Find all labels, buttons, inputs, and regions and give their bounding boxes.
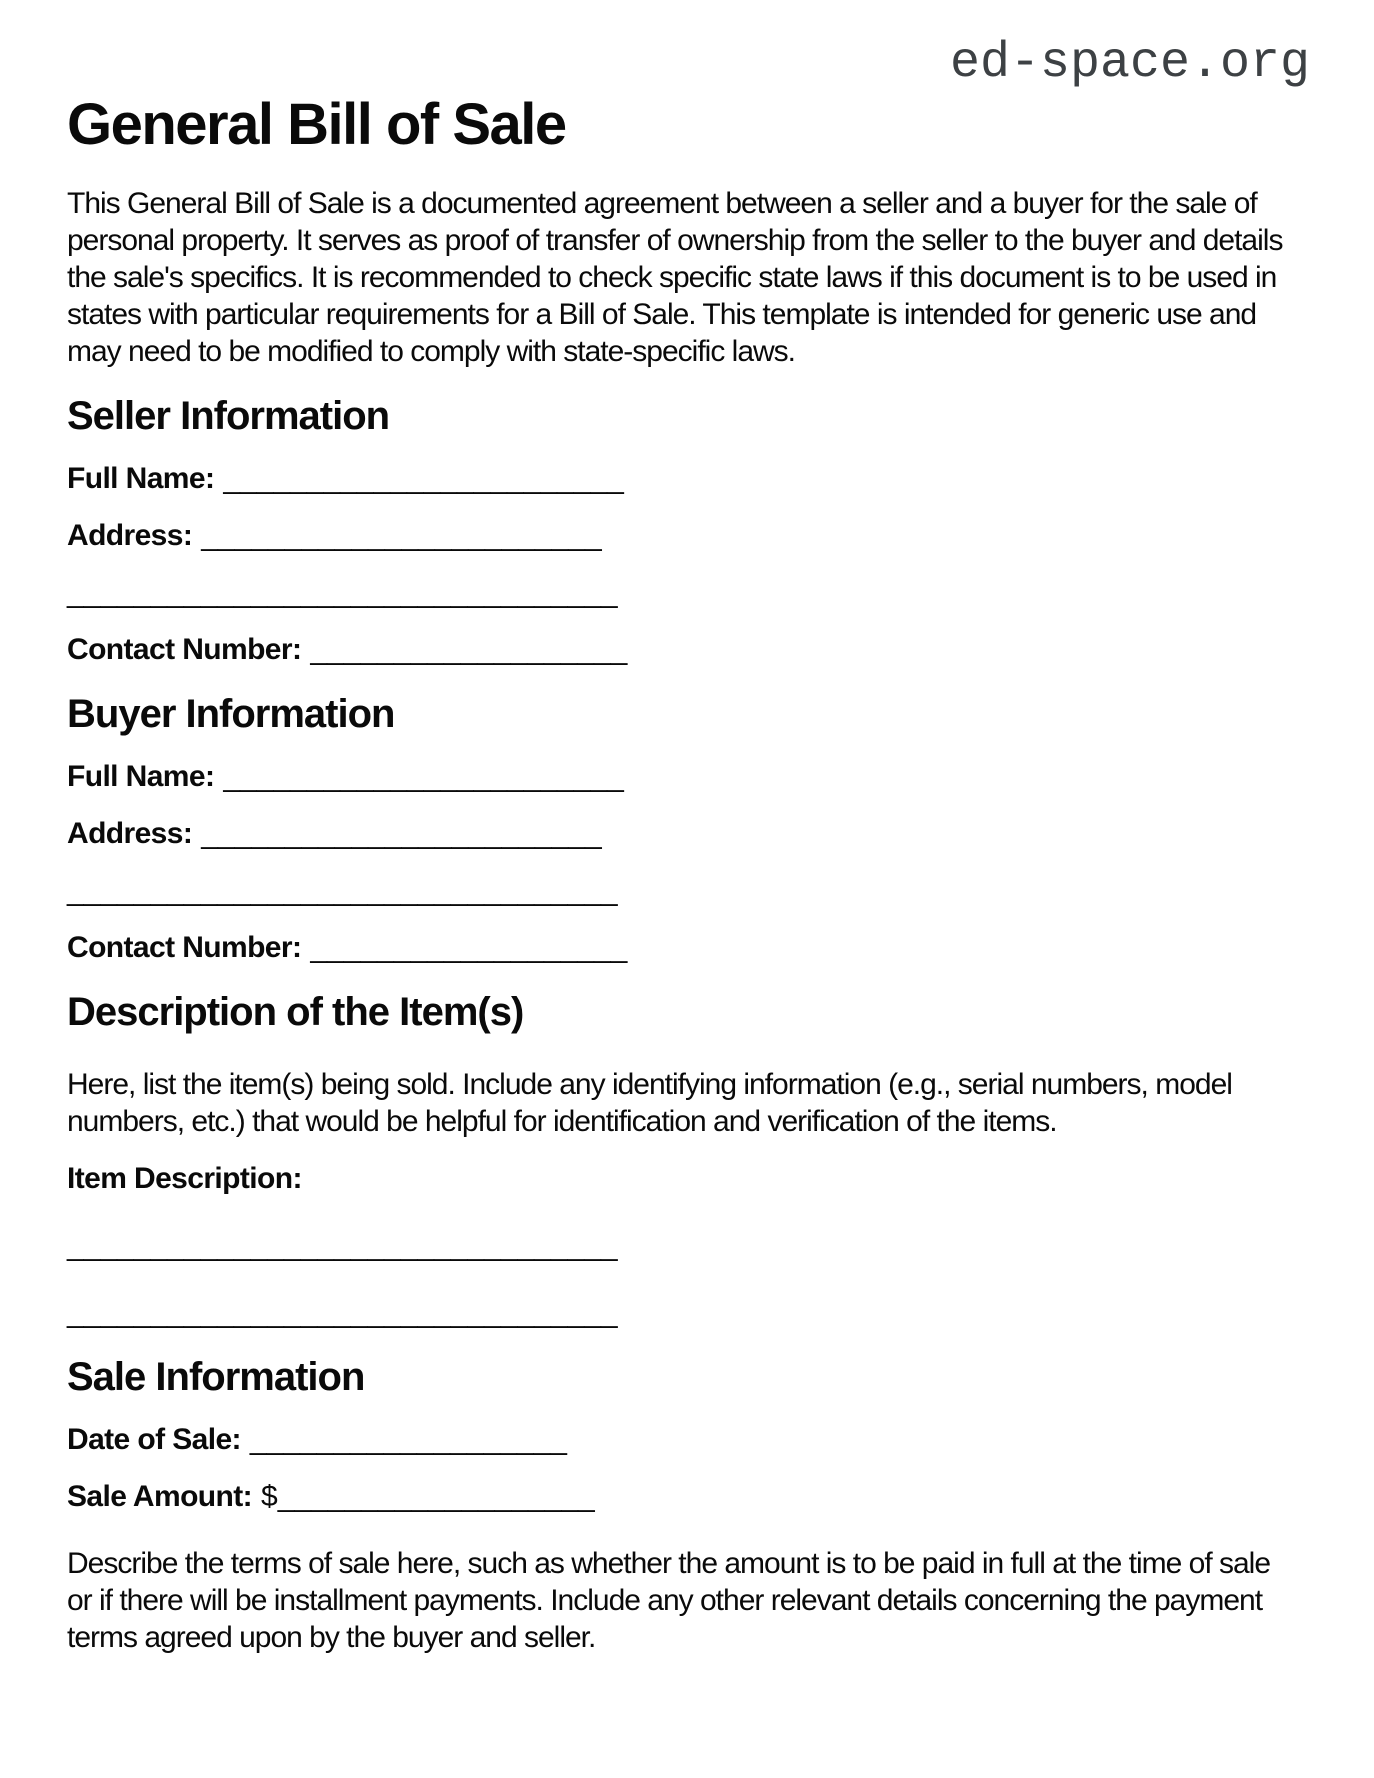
buyer-address-blank: ________________________ — [201, 817, 602, 851]
buyer-address-blank-2: _________________________________ — [67, 874, 618, 908]
buyer-full-name-blank: ________________________ — [223, 760, 624, 794]
intro-paragraph: This General Bill of Sale is a documented agreement between a seller and a buyer for the sale of personal property. It serves as proof of transfer of ownership from the seller to the buyer and details the sale's specifics. It is recommended to check specific state laws if this document is to be used in states with particular requirements for a Bill of Sale. This template is intended for generic use and may need to be modified to comply with state-specific laws. — [67, 187, 1283, 369]
seller-address-blank-2: _________________________________ — [67, 576, 618, 610]
sale-amount-blank: ___________________ — [277, 1480, 595, 1514]
seller-contact-row — [67, 631, 1310, 668]
item-description-blank-row-2 — [67, 1294, 1310, 1331]
buyer-address-row-2 — [67, 872, 1310, 909]
seller-address-row-2 — [67, 574, 1310, 611]
buyer-full-name-label: Full Name: — [67, 760, 215, 794]
item-description-label-row — [67, 1160, 1310, 1197]
buyer-contact-blank: ___________________ — [310, 931, 628, 965]
seller-address-label: Address: — [67, 519, 193, 553]
date-of-sale-blank: ___________________ — [249, 1423, 567, 1457]
document-title: General Bill of Sale — [67, 91, 566, 157]
sale-amount-label: Sale Amount: — [67, 1480, 253, 1514]
item-description-blank-1: _________________________________ — [67, 1229, 618, 1263]
buyer-contact-label: Contact Number: — [67, 931, 302, 965]
seller-full-name-blank: ________________________ — [223, 462, 624, 496]
seller-address-row — [67, 517, 1310, 554]
seller-full-name-row — [67, 460, 1310, 497]
seller-contact-blank: ___________________ — [310, 633, 628, 667]
buyer-address-row — [67, 815, 1310, 852]
seller-information-heading: Seller Information — [67, 394, 390, 439]
sale-amount-row — [67, 1478, 1310, 1515]
seller-contact-label: Contact Number: — [67, 633, 302, 667]
buyer-contact-row — [67, 929, 1310, 966]
sale-information-heading: Sale Information — [67, 1355, 365, 1400]
seller-full-name-label: Full Name: — [67, 462, 215, 496]
buyer-address-label: Address: — [67, 817, 193, 851]
currency-symbol: $ — [261, 1480, 278, 1514]
site-wordmark: ed-space.org — [949, 35, 1310, 92]
item-description-instructions: Here, list the item(s) being sold. Include any identifying information (e.g., serial numbers, model numbers, etc.) that would be helpful for identification and verification of the items. — [67, 1068, 1232, 1139]
buyer-information-heading: Buyer Information — [67, 692, 395, 737]
item-description-label: Item Description: — [67, 1162, 302, 1196]
seller-address-blank: ________________________ — [201, 519, 602, 553]
sale-terms-paragraph: Describe the terms of sale here, such as whether the amount is to be paid in full at the time of sale or if there will be installment payments. Include any other relevant details concerning the payment terms agreed upon by the buyer and seller. — [67, 1547, 1271, 1655]
item-description-blank-row-1 — [67, 1227, 1310, 1264]
item-description-heading: Description of the Item(s) — [67, 990, 524, 1035]
buyer-full-name-row — [67, 758, 1310, 795]
date-of-sale-label: Date of Sale: — [67, 1423, 241, 1457]
date-of-sale-row — [67, 1421, 1310, 1458]
item-description-blank-2: _________________________________ — [67, 1296, 618, 1330]
